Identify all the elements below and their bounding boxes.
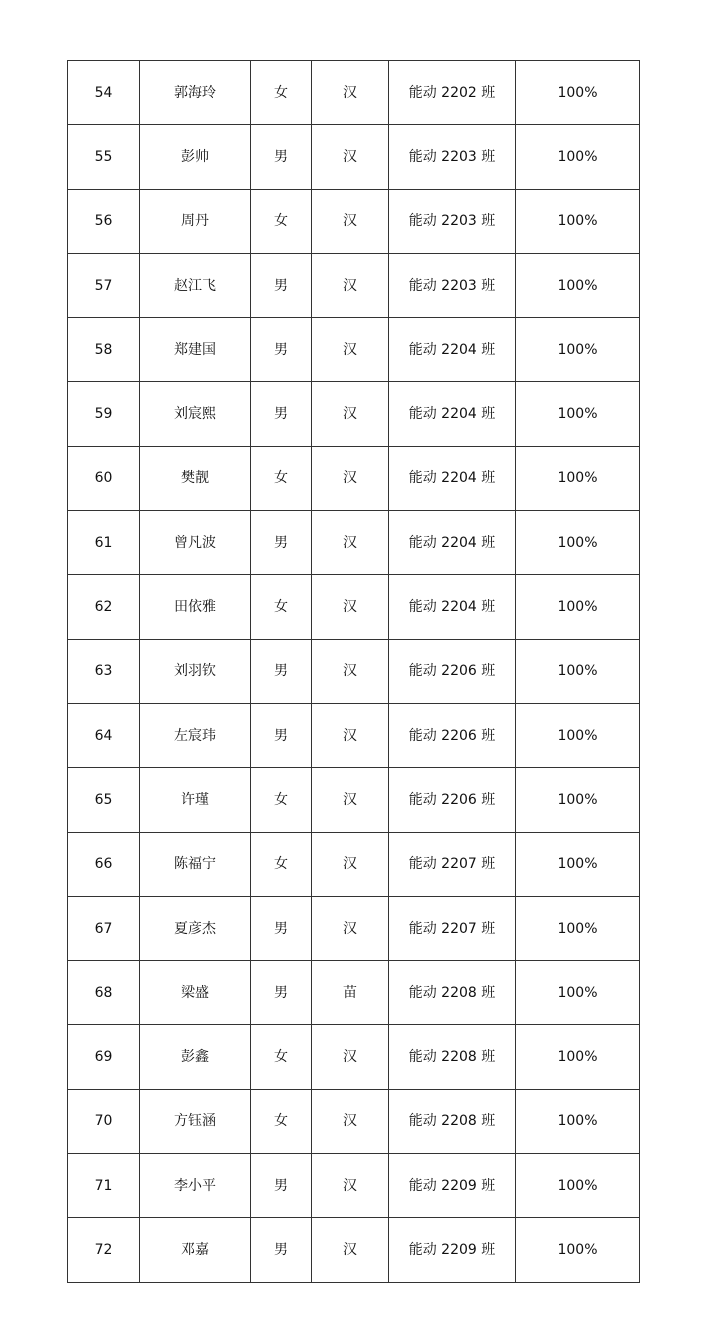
table-row [68, 61, 640, 125]
cell-name: 郑建国 [140, 318, 251, 382]
cell-no: 58 [68, 318, 140, 382]
table-row [68, 703, 640, 767]
cell-no: 70 [68, 1089, 140, 1153]
cell-ethnicity: 汉 [312, 768, 389, 832]
cell-ethnicity: 汉 [312, 61, 389, 125]
table-row [68, 446, 640, 510]
cell-no: 56 [68, 189, 140, 253]
table-row [68, 382, 640, 446]
cell-no: 54 [68, 61, 140, 125]
cell-no: 67 [68, 896, 140, 960]
cell-no: 66 [68, 832, 140, 896]
cell-rate: 100% [516, 511, 640, 575]
cell-gender: 男 [251, 1218, 312, 1282]
cell-gender: 女 [251, 1025, 312, 1089]
cell-ethnicity: 汉 [312, 253, 389, 317]
cell-class: 能动 2207 班 [389, 832, 516, 896]
cell-gender: 男 [251, 639, 312, 703]
cell-no: 61 [68, 511, 140, 575]
cell-no: 65 [68, 768, 140, 832]
table-row [68, 639, 640, 703]
cell-name: 李小平 [140, 1154, 251, 1218]
cell-class: 能动 2203 班 [389, 189, 516, 253]
cell-name: 赵江飞 [140, 253, 251, 317]
cell-no: 63 [68, 639, 140, 703]
cell-rate: 100% [516, 189, 640, 253]
cell-ethnicity: 汉 [312, 318, 389, 382]
cell-no: 60 [68, 446, 140, 510]
cell-gender: 女 [251, 189, 312, 253]
cell-name: 刘宸熙 [140, 382, 251, 446]
cell-gender: 男 [251, 125, 312, 189]
cell-ethnicity: 汉 [312, 1154, 389, 1218]
cell-name: 左宸玮 [140, 703, 251, 767]
cell-rate: 100% [516, 253, 640, 317]
cell-class: 能动 2203 班 [389, 125, 516, 189]
table-row [68, 1025, 640, 1089]
cell-gender: 男 [251, 961, 312, 1025]
cell-gender: 男 [251, 1154, 312, 1218]
cell-class: 能动 2208 班 [389, 1025, 516, 1089]
cell-ethnicity: 苗 [312, 961, 389, 1025]
cell-class: 能动 2208 班 [389, 961, 516, 1025]
cell-class: 能动 2206 班 [389, 639, 516, 703]
table-row [68, 253, 640, 317]
cell-name: 彭鑫 [140, 1025, 251, 1089]
cell-name: 田依雅 [140, 575, 251, 639]
cell-gender: 女 [251, 832, 312, 896]
cell-class: 能动 2204 班 [389, 382, 516, 446]
cell-no: 64 [68, 703, 140, 767]
cell-ethnicity: 汉 [312, 125, 389, 189]
cell-gender: 女 [251, 446, 312, 510]
cell-name: 梁盛 [140, 961, 251, 1025]
cell-name: 彭帅 [140, 125, 251, 189]
cell-name: 樊靓 [140, 446, 251, 510]
cell-no: 55 [68, 125, 140, 189]
table-row [68, 832, 640, 896]
cell-class: 能动 2203 班 [389, 253, 516, 317]
cell-gender: 女 [251, 61, 312, 125]
cell-gender: 男 [251, 896, 312, 960]
cell-rate: 100% [516, 639, 640, 703]
cell-class: 能动 2204 班 [389, 511, 516, 575]
cell-rate: 100% [516, 1025, 640, 1089]
cell-rate: 100% [516, 703, 640, 767]
cell-ethnicity: 汉 [312, 446, 389, 510]
cell-rate: 100% [516, 125, 640, 189]
cell-no: 59 [68, 382, 140, 446]
cell-ethnicity: 汉 [312, 189, 389, 253]
cell-class: 能动 2206 班 [389, 768, 516, 832]
cell-ethnicity: 汉 [312, 639, 389, 703]
cell-gender: 男 [251, 318, 312, 382]
cell-rate: 100% [516, 961, 640, 1025]
table-row [68, 318, 640, 382]
cell-class: 能动 2209 班 [389, 1154, 516, 1218]
cell-rate: 100% [516, 575, 640, 639]
table-row [68, 125, 640, 189]
cell-class: 能动 2204 班 [389, 575, 516, 639]
cell-name: 许瑾 [140, 768, 251, 832]
cell-ethnicity: 汉 [312, 896, 389, 960]
cell-gender: 女 [251, 1089, 312, 1153]
student-roster-table [67, 60, 640, 1283]
cell-gender: 男 [251, 382, 312, 446]
table-row [68, 511, 640, 575]
cell-ethnicity: 汉 [312, 1025, 389, 1089]
cell-ethnicity: 汉 [312, 382, 389, 446]
cell-name: 曾凡波 [140, 511, 251, 575]
cell-class: 能动 2209 班 [389, 1218, 516, 1282]
cell-name: 邓嘉 [140, 1218, 251, 1282]
cell-rate: 100% [516, 768, 640, 832]
cell-rate: 100% [516, 1154, 640, 1218]
cell-no: 62 [68, 575, 140, 639]
table-row [68, 189, 640, 253]
cell-name: 郭海玲 [140, 61, 251, 125]
cell-gender: 男 [251, 703, 312, 767]
cell-gender: 男 [251, 511, 312, 575]
cell-rate: 100% [516, 1218, 640, 1282]
cell-name: 周丹 [140, 189, 251, 253]
cell-ethnicity: 汉 [312, 575, 389, 639]
cell-name: 方钰涵 [140, 1089, 251, 1153]
cell-gender: 男 [251, 253, 312, 317]
table-row [68, 896, 640, 960]
cell-class: 能动 2202 班 [389, 61, 516, 125]
cell-rate: 100% [516, 382, 640, 446]
table-row [68, 1218, 640, 1282]
table-row [68, 575, 640, 639]
table-row [68, 961, 640, 1025]
cell-no: 68 [68, 961, 140, 1025]
table-row [68, 768, 640, 832]
cell-class: 能动 2208 班 [389, 1089, 516, 1153]
cell-rate: 100% [516, 318, 640, 382]
cell-ethnicity: 汉 [312, 832, 389, 896]
cell-class: 能动 2204 班 [389, 318, 516, 382]
table-row [68, 1154, 640, 1218]
cell-name: 夏彦杰 [140, 896, 251, 960]
cell-rate: 100% [516, 1089, 640, 1153]
cell-class: 能动 2207 班 [389, 896, 516, 960]
cell-class: 能动 2204 班 [389, 446, 516, 510]
roster-body [68, 61, 640, 1283]
cell-no: 69 [68, 1025, 140, 1089]
cell-ethnicity: 汉 [312, 703, 389, 767]
cell-ethnicity: 汉 [312, 1218, 389, 1282]
cell-gender: 女 [251, 575, 312, 639]
cell-no: 72 [68, 1218, 140, 1282]
cell-rate: 100% [516, 446, 640, 510]
cell-ethnicity: 汉 [312, 511, 389, 575]
cell-ethnicity: 汉 [312, 1089, 389, 1153]
cell-no: 57 [68, 253, 140, 317]
cell-gender: 女 [251, 768, 312, 832]
cell-class: 能动 2206 班 [389, 703, 516, 767]
cell-rate: 100% [516, 896, 640, 960]
cell-rate: 100% [516, 832, 640, 896]
cell-rate: 100% [516, 61, 640, 125]
table-row [68, 1089, 640, 1153]
cell-name: 刘羽钦 [140, 639, 251, 703]
cell-no: 71 [68, 1154, 140, 1218]
cell-name: 陈福宁 [140, 832, 251, 896]
